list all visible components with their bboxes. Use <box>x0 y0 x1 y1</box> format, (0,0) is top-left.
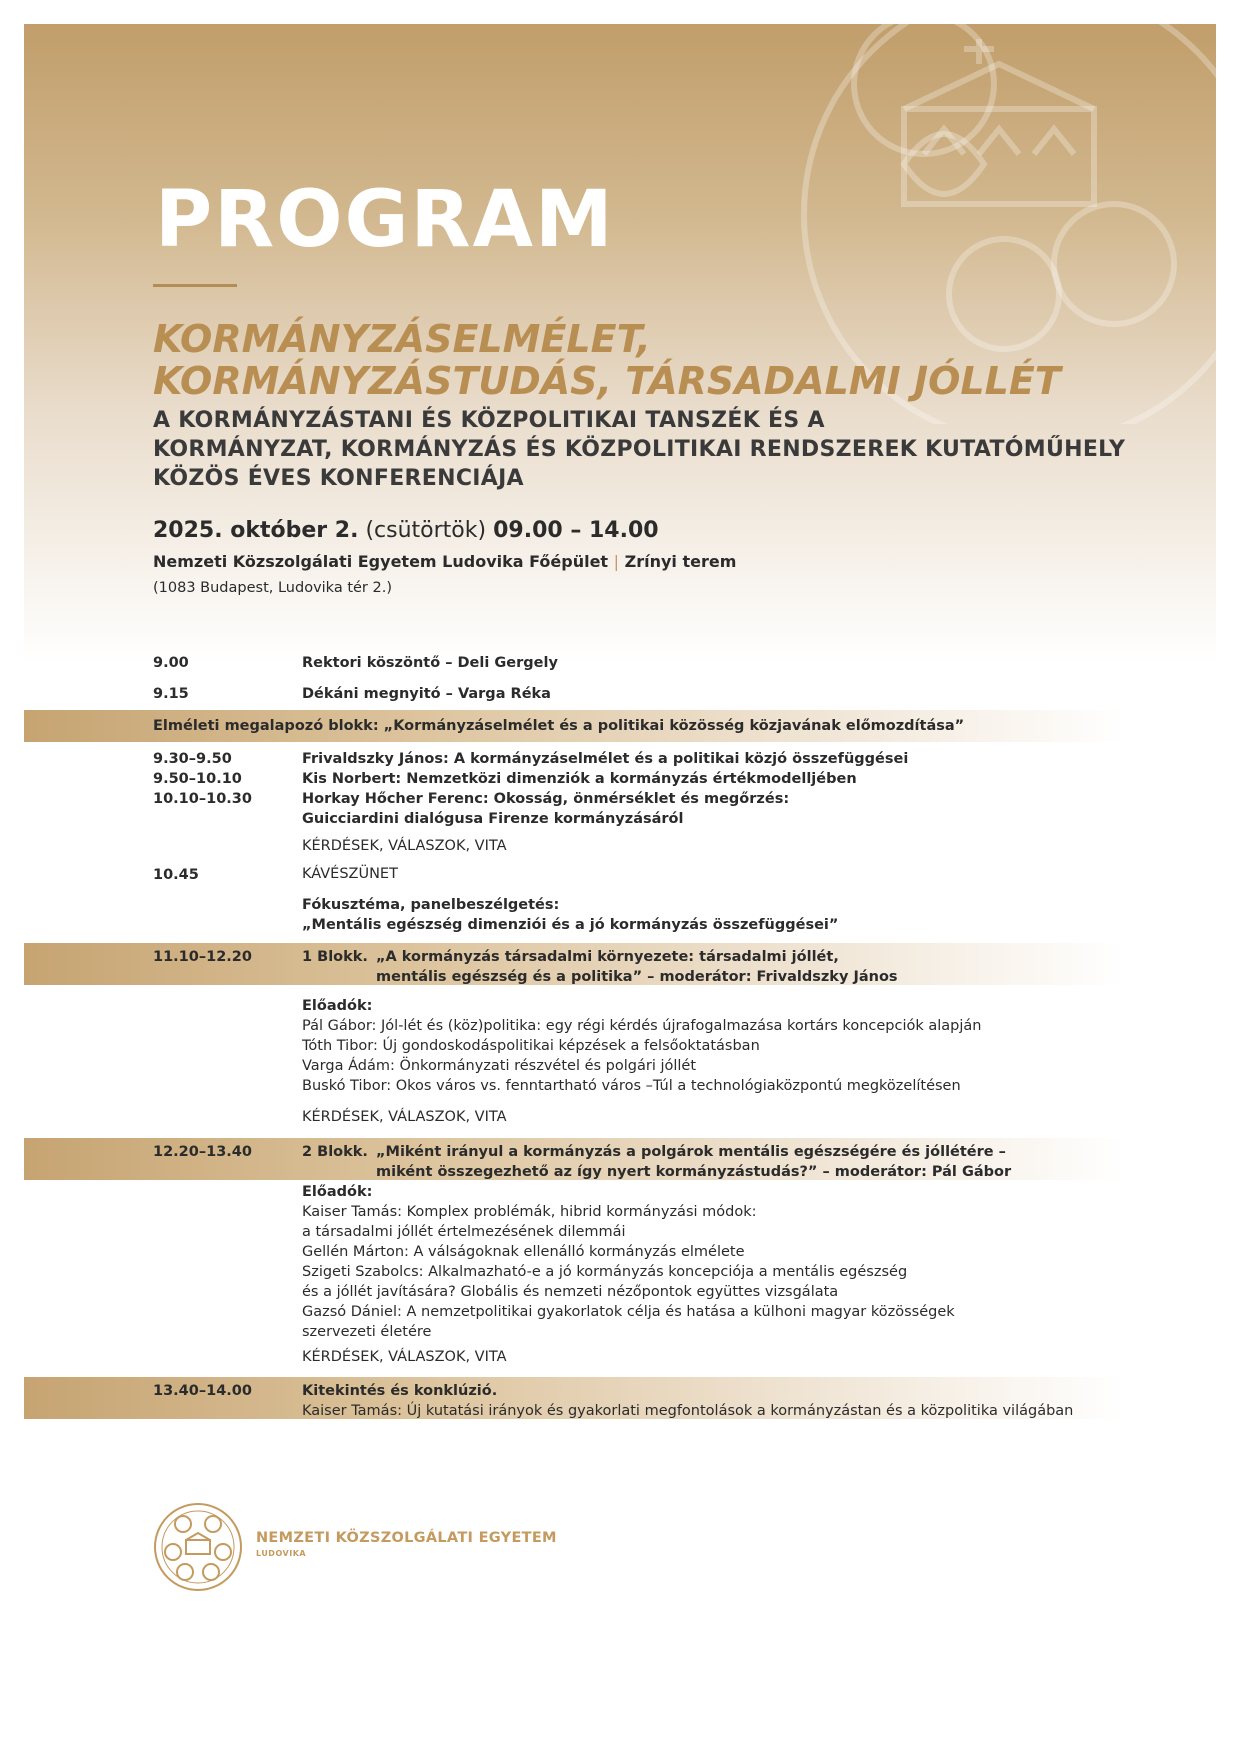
date: 2025. október 2. <box>153 518 359 543</box>
venue-name: Nemzeti Közszolgálati Egyetem Ludovika Főépület <box>153 552 609 571</box>
subtitle-line: A KORMÁNYZÁSTANI ÉS KÖZPOLITIKAI TANSZÉK ÉS A <box>153 408 825 433</box>
university-subname: LUDOVIKA <box>256 1549 307 1558</box>
conference-title-line: KORMÁNYZÁSTUDÁS, TÁRSADALMI JÓLLÉT <box>153 359 1061 403</box>
agenda-time: 11.10–12.20 <box>153 949 252 965</box>
focus-line: Fókusztéma, panelbeszélgetés: <box>302 897 560 913</box>
focus-line: „Mentális egészség dimenziói és a jó kormányzás összefüggései” <box>302 917 839 933</box>
subtitle-line: KÖZÖS ÉVES KONFERENCIÁJA <box>153 466 524 491</box>
conference-subtitle <box>153 406 1125 493</box>
subtitle-line: KORMÁNYZAT, KORMÁNYZÁS ÉS KÖZPOLITIKAI RENDSZEREK KUTATÓMŰHELY <box>153 437 1126 462</box>
agenda-time: 9.30–9.50 <box>153 751 232 767</box>
venue-room: Zrínyi terem <box>624 552 737 571</box>
agenda-time: 10.10–10.30 <box>153 791 252 807</box>
talk-line: Horkay Hőcher Ferenc: Okosság, önmérséklet és megőrzés: <box>302 791 790 807</box>
weekday: (csütörtök) <box>365 518 487 543</box>
talk-line: Kis Norbert: Nemzetközi dimenziók a kormányzás értékmodelljében <box>302 771 857 787</box>
block-title-line: „Miként irányul a kormányzás a polgárok mentális egészségére és jóllétére – <box>376 1144 1006 1160</box>
agenda-time: 12.20–13.40 <box>153 1144 252 1160</box>
block-title-theory: Elméleti megalapozó blokk: „Kormányzáselmélet és a politikai közösség közjavának előmozdítása” <box>153 718 965 734</box>
block-title-line: miként összegezhető az így nyert kormányzástudás?” – moderátor: Pál Gábor <box>376 1164 1012 1180</box>
speaker-line: Kaiser Tamás: Komplex problémák, hibrid kormányzási módok: <box>302 1204 757 1220</box>
agenda-time: 9.50–10.10 <box>153 771 242 787</box>
break-label: KÁVÉSZÜNET <box>302 866 398 882</box>
talk-times <box>153 749 252 809</box>
conference-title-line: KORMÁNYZÁSELMÉLET, <box>153 317 651 361</box>
title-divider <box>153 284 237 287</box>
block-label: 2 Blokk. <box>302 1144 368 1160</box>
agenda-item: Dékáni megnyitó – Varga Réka <box>302 686 551 702</box>
speaker-line: Szigeti Szabolcs: Alkalmazható-e a jó kormányzás koncepciója a mentális egészség <box>302 1264 908 1280</box>
speakers-label: Előadók: <box>302 998 373 1014</box>
agenda-time: 9.15 <box>153 686 189 702</box>
page-title: PROGRAM <box>155 175 615 265</box>
agenda-time: 9.00 <box>153 655 189 671</box>
block-title-1 <box>376 947 898 987</box>
focus-topic <box>302 895 838 935</box>
speaker-line: Pál Gábor: Jól-lét és (köz)politika: egy régi kérdés újrafogalmazása kortárs koncepciók alapján <box>302 1018 982 1034</box>
speaker-line: Gazsó Dániel: A nemzetpolitikai gyakorlatok célja és hatása a külhoni magyar közösségek <box>302 1304 955 1320</box>
conference-title <box>153 318 1061 402</box>
qa-label: KÉRDÉSEK, VÁLASZOK, VITA <box>302 838 507 854</box>
agenda-item: Rektori köszöntő – Deli Gergely <box>302 655 558 671</box>
speaker-line: szervezeti életére <box>302 1324 432 1340</box>
block-label: 1 Blokk. <box>302 949 368 965</box>
speaker-list-2 <box>302 1202 955 1342</box>
block-title-line: „A kormányzás társadalmi környezete: társadalmi jóllét, <box>376 949 839 965</box>
talk-list <box>302 749 908 829</box>
event-date <box>153 518 659 543</box>
speaker-line: és a jóllét javítására? Globális és nemzeti nézőpontok együttes vizsgálata <box>302 1284 839 1300</box>
time-range: 09.00 – 14.00 <box>493 518 659 543</box>
venue <box>153 552 736 571</box>
block-title-line: mentális egészség és a politika” – moderátor: Frivaldszky János <box>376 969 898 985</box>
block-title-2 <box>376 1142 1011 1182</box>
closing-title: Kitekintés és konklúzió. <box>302 1383 498 1399</box>
venue-separator: | <box>613 552 620 571</box>
agenda-time: 10.45 <box>153 867 199 883</box>
speaker-line: Varga Ádám: Önkormányzati részvétel és polgári jóllét <box>302 1058 697 1074</box>
speaker-line: a társadalmi jóllét értelmezésének dilemmái <box>302 1224 626 1240</box>
agenda-time: 13.40–14.00 <box>153 1383 252 1399</box>
address: (1083 Budapest, Ludovika tér 2.) <box>153 580 392 596</box>
qa-label: KÉRDÉSEK, VÁLASZOK, VITA <box>302 1109 507 1125</box>
speaker-line: Buskó Tibor: Okos város vs. fenntartható város –Túl a technológiaközpontú megközelítésen <box>302 1078 961 1094</box>
talk-line: Guicciardini dialógusa Firenze kormányzásáról <box>302 811 684 827</box>
speaker-list-1 <box>302 1016 981 1096</box>
speakers-label: Előadók: <box>302 1184 373 1200</box>
speaker-line: Tóth Tibor: Új gondoskodáspolitikai képzések a felsőoktatásban <box>302 1038 760 1054</box>
talk-line: Frivaldszky János: A kormányzáselmélet és a politikai közjó összefüggései <box>302 751 909 767</box>
closing-text: Kaiser Tamás: Új kutatási irányok és gyakorlati megfontolások a kormányzástan és a közpolitika világában <box>302 1403 1074 1419</box>
speaker-line: Gellén Márton: A válságoknak ellenálló kormányzás elmélete <box>302 1244 745 1260</box>
qa-label: KÉRDÉSEK, VÁLASZOK, VITA <box>302 1349 507 1365</box>
university-seal-icon <box>153 1502 243 1592</box>
university-name: NEMZETI KÖZSZOLGÁLATI EGYETEM <box>256 1530 557 1546</box>
